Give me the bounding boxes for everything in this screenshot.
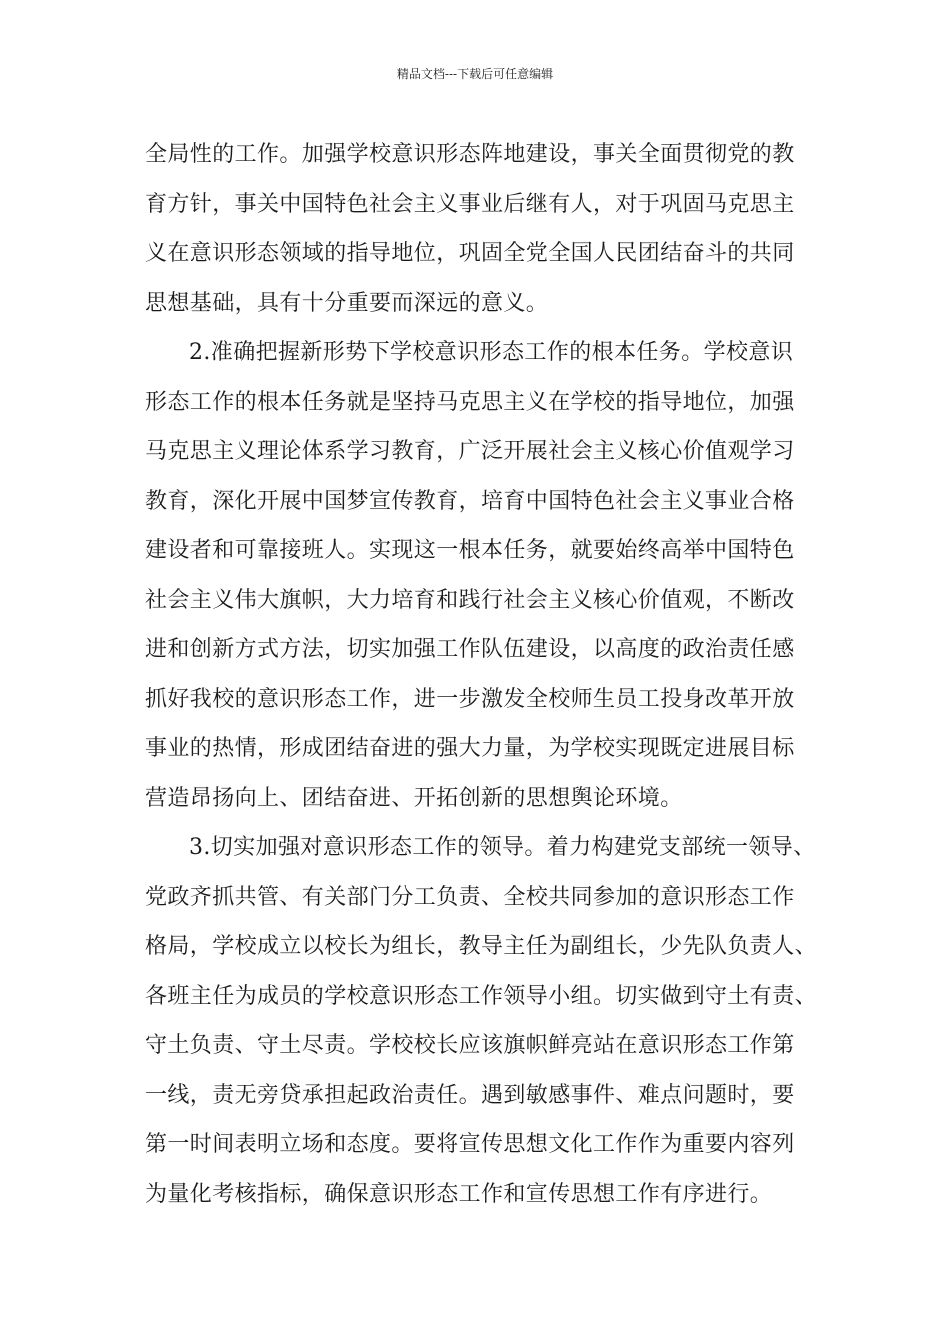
paragraph-continuation: [145, 130, 809, 328]
document-body: [145, 130, 818, 1219]
text-line: 格局，学校成立以校长为组长，教导主任为副组长，少先队负责人、: [145, 934, 818, 959]
text-line: 党政齐抓共管、有关部门分工负责、全校共同参加的意识形态工作: [145, 884, 795, 910]
text-line: 为量化考核指标，确保意识形态工作和宣传思想工作有序进行。: [145, 1181, 773, 1207]
text-line: 育方针，事关中国特色社会主义事业后继有人，对于巩固马克思主: [145, 191, 795, 217]
text-line: 事业的热情，形成团结奋进的强大力量，为学校实现既定进展目标: [145, 736, 795, 761]
text-line: 3.切实加强对意识形态工作的领导。着力构建党支部统一领导、: [189, 835, 816, 860]
text-line: 各班主任为成员的学校意识形态工作领导小组。切实做到守土有责、: [145, 983, 818, 1009]
text-line: 教育，深化开展中国梦宣传教育，培育中国特色社会主义事业合格: [145, 488, 795, 514]
text-line: 全局性的工作。加强学校意识形态阵地建设，事关全面贯彻党的教: [145, 142, 795, 167]
text-line: 第一时间表明立场和态度。要将宣传思想文化工作作为重要内容列: [145, 1132, 795, 1157]
text-line: 社会主义伟大旗帜，大力培育和践行社会主义核心价值观，不断改: [145, 587, 795, 613]
page-header: 精品文档---下载后可任意编辑: [396, 67, 554, 81]
paragraph-2-fundamental-task: [145, 328, 809, 823]
text-line: 形态工作的根本任务就是坚持马克思主义在学校的指导地位，加强: [145, 389, 795, 415]
text-line: 义在意识形态领域的指导地位，巩固全党全国人民团结奋斗的共同: [145, 241, 795, 266]
text-line: 守土负责、守土尽责。学校校长应该旗帜鲜亮站在意识形态工作第: [145, 1033, 795, 1058]
paragraph-3-leadership: [145, 823, 818, 1219]
text-line: 进和创新方式方法，切实加强工作队伍建设，以高度的政治责任感: [145, 637, 795, 662]
text-line: 抓好我校的意识形态工作，进一步激发全校师生员工投身改革开放: [145, 686, 795, 712]
text-line: 2.准确把握新形势下学校意识形态工作的根本任务。学校意识: [189, 340, 794, 365]
text-line: 思想基础，具有十分重要而深远的意义。: [145, 290, 549, 316]
text-line: 马克思主义理论体系学习教育，广泛开展社会主义核心价值观学习: [145, 439, 795, 464]
text-line: 一线，责无旁贷承担起政治责任。遇到敏感事件、难点问题时，要: [145, 1082, 795, 1108]
text-line: 建设者和可靠接班人。实现这一根本任务，就要始终高举中国特色: [145, 538, 795, 563]
text-line: 营造昂扬向上、团结奋进、开拓创新的思想舆论环境。: [145, 785, 683, 811]
